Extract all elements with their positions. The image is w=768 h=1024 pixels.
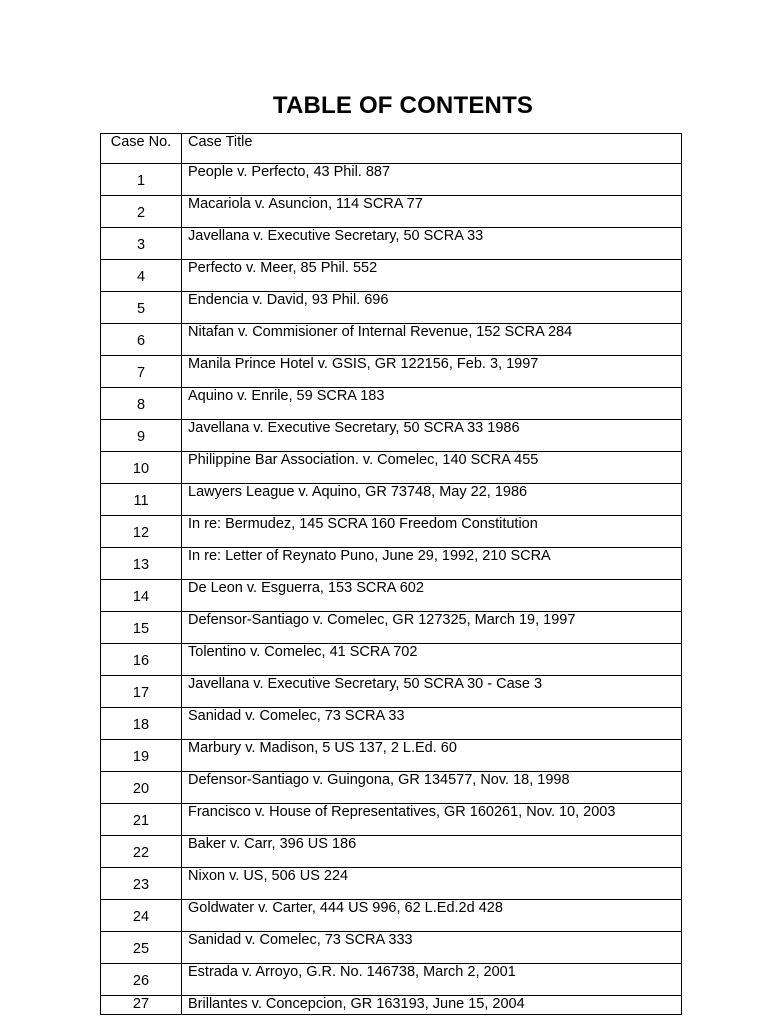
case-title-cell: Macariola v. Asuncion, 114 SCRA 77	[182, 196, 682, 228]
case-number-cell: 5	[101, 292, 182, 324]
case-number-cell: 24	[101, 900, 182, 932]
case-number-cell: 2	[101, 196, 182, 228]
case-title-cell: Tolentino v. Comelec, 41 SCRA 702	[182, 644, 682, 676]
table-row	[101, 420, 682, 452]
table-row	[101, 260, 682, 292]
case-number-cell: 18	[101, 708, 182, 740]
table-row	[101, 164, 682, 196]
case-number-cell: 8	[101, 388, 182, 420]
table-row	[101, 612, 682, 644]
case-number-cell: 25	[101, 932, 182, 964]
case-title-cell: Aquino v. Enrile, 59 SCRA 183	[182, 388, 682, 420]
table-row	[101, 772, 682, 804]
case-number-cell: 15	[101, 612, 182, 644]
table-row	[101, 324, 682, 356]
page-title: TABLE OF CONTENTS	[272, 92, 534, 119]
case-number-cell: 9	[101, 420, 182, 452]
case-title-cell: Manila Prince Hotel v. GSIS, GR 122156, Feb. 3, 1997	[182, 356, 682, 388]
table-row	[101, 580, 682, 612]
case-title-cell: De Leon v. Esguerra, 153 SCRA 602	[182, 580, 682, 612]
case-number-cell: 13	[101, 548, 182, 580]
table-row	[101, 676, 682, 708]
case-number-cell: 19	[101, 740, 182, 772]
case-title-cell: Defensor-Santiago v. Comelec, GR 127325, March 19, 1997	[182, 612, 682, 644]
case-title-cell: Marbury v. Madison, 5 US 137, 2 L.Ed. 60	[182, 740, 682, 772]
case-title-cell: Philippine Bar Association. v. Comelec, 140 SCRA 455	[182, 452, 682, 484]
table-row	[101, 836, 682, 868]
table-row	[101, 740, 682, 772]
table-row	[101, 868, 682, 900]
column-header-case-no: Case No.	[101, 134, 182, 164]
case-number-cell: 17	[101, 676, 182, 708]
case-title-cell: Javellana v. Executive Secretary, 50 SCRA 33	[182, 228, 682, 260]
case-title-cell: Baker v. Carr, 396 US 186	[182, 836, 682, 868]
table-row	[101, 228, 682, 260]
table-header-row	[101, 134, 682, 164]
table-row	[101, 484, 682, 516]
case-number-cell: 14	[101, 580, 182, 612]
table-row	[101, 516, 682, 548]
case-title-cell: Francisco v. House of Representatives, GR 160261, Nov. 10, 2003	[182, 804, 682, 836]
table-row	[101, 932, 682, 964]
table-row	[101, 996, 682, 1015]
case-number-cell: 11	[101, 484, 182, 516]
case-title-cell: Javellana v. Executive Secretary, 50 SCRA 33 1986	[182, 420, 682, 452]
table-body	[101, 164, 682, 1015]
case-number-cell: 23	[101, 868, 182, 900]
case-number-cell: 27	[101, 996, 182, 1015]
case-number-cell: 1	[101, 164, 182, 196]
case-title-cell: Perfecto v. Meer, 85 Phil. 552	[182, 260, 682, 292]
case-title-cell: Sanidad v. Comelec, 73 SCRA 333	[182, 932, 682, 964]
case-title-cell: Nixon v. US, 506 US 224	[182, 868, 682, 900]
case-title-cell: In re: Letter of Reynato Puno, June 29, 1992, 210 SCRA	[182, 548, 682, 580]
case-number-cell: 16	[101, 644, 182, 676]
table-row	[101, 964, 682, 996]
table-row	[101, 388, 682, 420]
table-row	[101, 356, 682, 388]
table-of-contents	[100, 133, 682, 1015]
table-row	[101, 292, 682, 324]
case-title-cell: Nitafan v. Commisioner of Internal Revenue, 152 SCRA 284	[182, 324, 682, 356]
case-title-cell: Defensor-Santiago v. Guingona, GR 134577, Nov. 18, 1998	[182, 772, 682, 804]
case-number-cell: 6	[101, 324, 182, 356]
case-title-cell: Goldwater v. Carter, 444 US 996, 62 L.Ed.2d 428	[182, 900, 682, 932]
table-row	[101, 900, 682, 932]
case-number-cell: 3	[101, 228, 182, 260]
case-number-cell: 12	[101, 516, 182, 548]
case-title-cell: People v. Perfecto, 43 Phil. 887	[182, 164, 682, 196]
case-title-cell: Lawyers League v. Aquino, GR 73748, May 22, 1986	[182, 484, 682, 516]
case-number-cell: 4	[101, 260, 182, 292]
column-header-case-title: Case Title	[182, 134, 682, 164]
case-number-cell: 21	[101, 804, 182, 836]
case-number-cell: 22	[101, 836, 182, 868]
case-title-cell: In re: Bermudez, 145 SCRA 160 Freedom Constitution	[182, 516, 682, 548]
table-row	[101, 644, 682, 676]
case-number-cell: 7	[101, 356, 182, 388]
case-title-cell: Endencia v. David, 93 Phil. 696	[182, 292, 682, 324]
table-row	[101, 708, 682, 740]
case-title-cell: Javellana v. Executive Secretary, 50 SCRA 30 - Case 3	[182, 676, 682, 708]
case-title-cell: Brillantes v. Concepcion, GR 163193, June 15, 2004	[182, 996, 682, 1015]
table-row	[101, 452, 682, 484]
case-title-cell: Sanidad v. Comelec, 73 SCRA 33	[182, 708, 682, 740]
case-number-cell: 20	[101, 772, 182, 804]
table-row	[101, 548, 682, 580]
table-row	[101, 196, 682, 228]
case-number-cell: 10	[101, 452, 182, 484]
table-row	[101, 804, 682, 836]
case-number-cell: 26	[101, 964, 182, 996]
case-title-cell: Estrada v. Arroyo, G.R. No. 146738, March 2, 2001	[182, 964, 682, 996]
